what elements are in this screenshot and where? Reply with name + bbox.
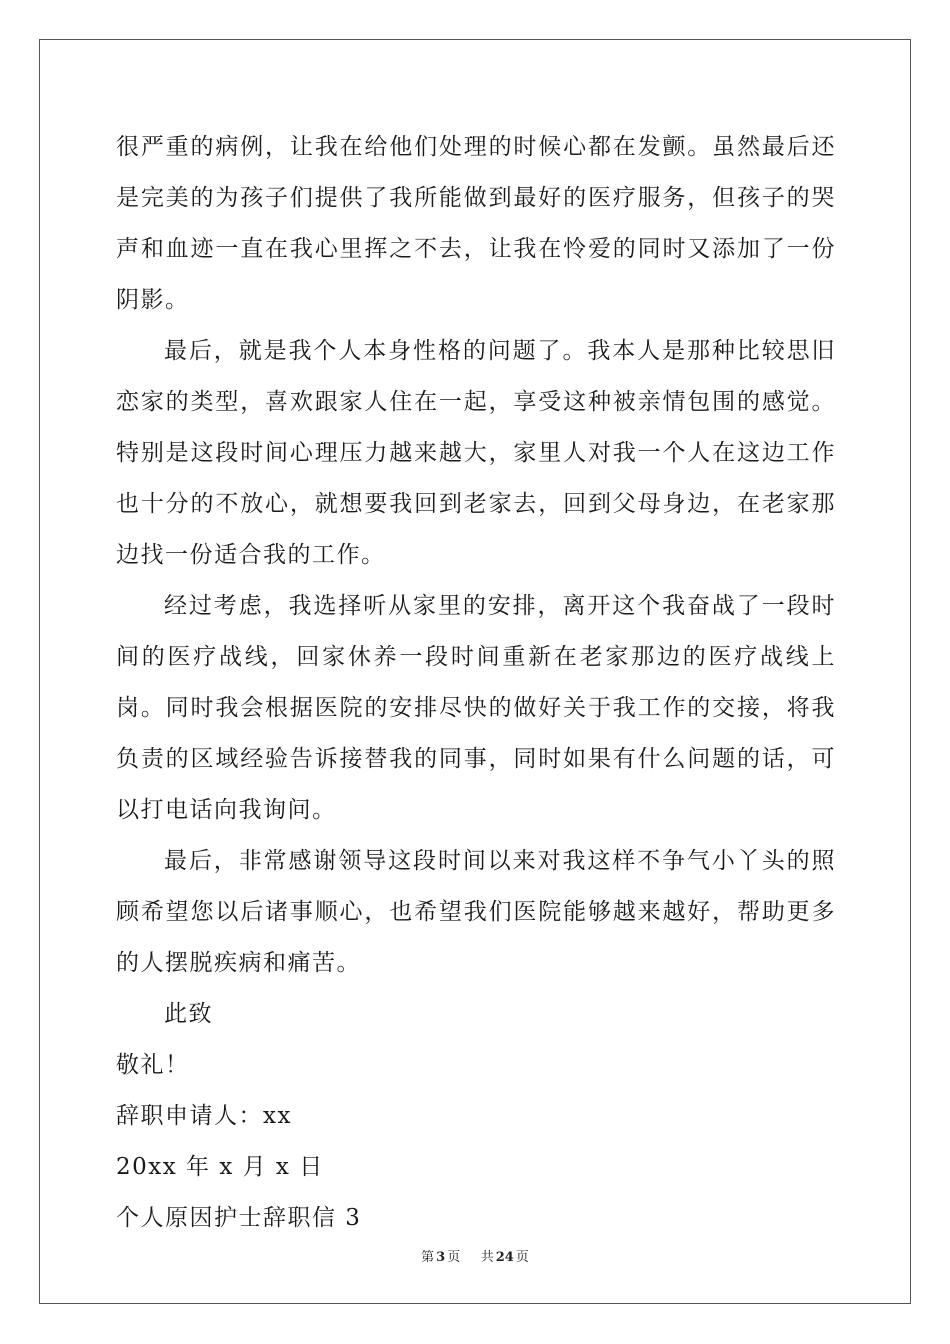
letter-date: 20xx 年 x 月 x 日 xyxy=(116,1154,324,1180)
applicant-signature: 辞职申请人：xx xyxy=(116,1103,292,1129)
salutation: 此致 xyxy=(164,1001,213,1027)
page-number: 3 xyxy=(436,1250,446,1265)
page-footer xyxy=(0,1246,950,1265)
paragraph-4: 最后，非常感谢领导这段时间以来对我这样不争气小丫头的照顾希望您以后诸事顺心，也希望我们医院能够越来越好，帮助更多的人摆脱疾病和痛苦。 xyxy=(116,848,836,976)
paragraph-1: 很严重的病例，让我在给他们处理的时候心都在发颤。虽然最后还是完美的为孩子们提供了我所能做到最好的医疗服务，但孩子的哭声和血迹一直在我心里挥之不去，让我在怜爱的同时又添加了一份阴影。 xyxy=(116,134,836,313)
page-label-prefix: 第 xyxy=(421,1250,435,1265)
paragraph-2: 最后，就是我个人本身性格的问题了。我本人是那种比较思旧恋家的类型，喜欢跟家人住在一起，享受这种被亲情包围的感觉。特别是这段时间心理压力越来越大，家里人对我一个人在这边工作也十分的不放心，就想要我回到老家去，回到父母身边，在老家那边找一份适合我的工作。 xyxy=(116,338,836,568)
next-letter-title: 个人原因护士辞职信 3 xyxy=(116,1205,362,1231)
regards: 敬礼！ xyxy=(116,1052,190,1078)
letter-body xyxy=(116,122,836,1244)
total-pages: 24 xyxy=(495,1250,514,1265)
page-label-suffix: 页 xyxy=(447,1250,461,1265)
paragraph-3: 经过考虑，我选择听从家里的安排，离开这个我奋战了一段时间的医疗战线，回家休养一段时间重新在老家那边的医疗战线上岗。同时我会根据医院的安排尽快的做好关于我工作的交接，将我负责的区域经验告诉接替我的同事，同时如果有什么问题的话，可以打电话向我询问。 xyxy=(116,593,836,823)
total-prefix: 共 xyxy=(480,1250,494,1265)
total-suffix: 页 xyxy=(515,1250,529,1265)
